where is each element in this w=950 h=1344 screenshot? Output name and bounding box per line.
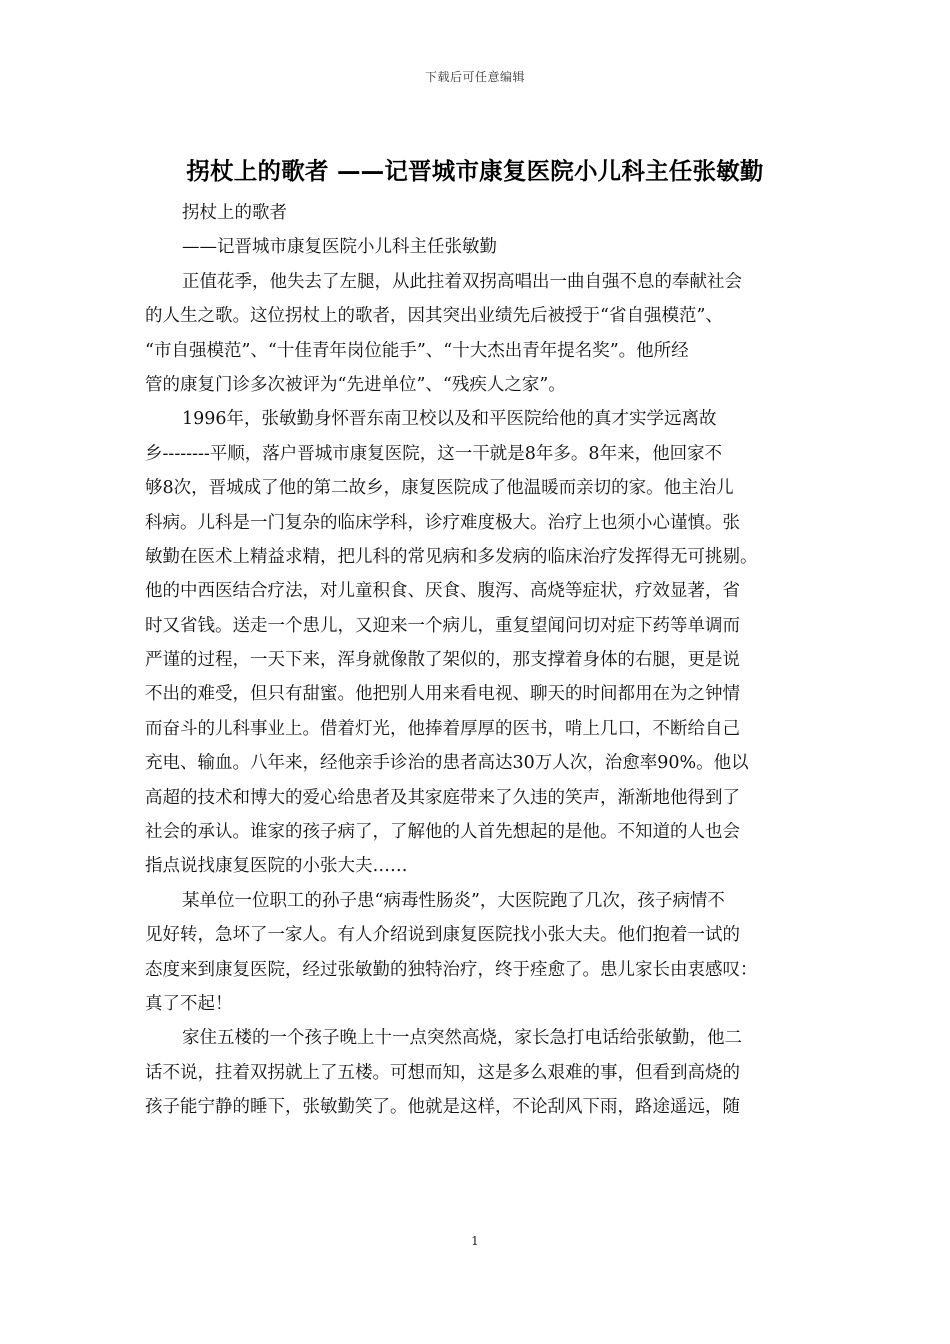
paragraph-line: 科病。儿科是一门复杂的临床学科，诊疗难度极大。治疗上也须小心谨慎。张 [145, 512, 740, 533]
paragraph-line: 敏勤在医术上精益求精，把儿科的常见病和多发病的临床治疗发挥得无可挑剔。 [145, 546, 758, 567]
paragraph-line: 话不说，拄着双拐就上了五楼。可想而知，这是多么艰难的事，但看到高烧的 [145, 1062, 740, 1083]
subtitle-line: ——记晋城市康复医院小儿科主任张敏勤 [182, 237, 497, 258]
paragraph-line: “市自强模范”、“十佳青年岗位能手”、“十大杰出青年提名奖”。他所经 [145, 340, 689, 361]
paragraph-line: 某单位一位职工的孙子患“病毒性肠炎”，大医院跑了几次，孩子病情不 [182, 890, 725, 911]
paragraph-line: 态度来到康复医院，经过张敏勤的独特治疗，终于痊愈了。患儿家长由衷感叹： [145, 959, 758, 980]
document-title: 拐杖上的歌者 ——记晋城市康复医院小儿科主任张敏勤 [186, 157, 764, 185]
paragraph-line: 真了不起！ [145, 993, 233, 1014]
paragraph-line: 时又省钱。送走一个患儿，又迎来一个病儿，重复望闻问切对症下药等单调而 [145, 615, 740, 636]
header-note: 下载后可任意编辑 [424, 70, 525, 84]
page-number: 1 [471, 1234, 479, 1248]
paragraph-line: 充电、输血。八年来，经他亲手诊治的患者高达30万人次，治愈率90%。他以 [145, 753, 749, 774]
paragraph-line: 严谨的过程，一天下来，浑身就像散了架似的，那支撑着身体的右腿，更是说 [145, 650, 740, 671]
paragraph-line: 1996年，张敏勤身怀晋东南卫校以及和平医院给他的真才实学远离故 [182, 409, 717, 430]
paragraph-line: 正值花季，他失去了左腿，从此拄着双拐高唱出一曲自强不息的奉献社会 [182, 271, 742, 292]
paragraph-line: 孩子能宁静的睡下，张敏勤笑了。他就是这样，不论刮风下雨，路途遥远，随 [145, 1097, 740, 1118]
paragraph-line: 管的康复门诊多次被评为“先进单位”、“残疾人之家”。 [145, 374, 566, 395]
paragraph-line: 而奋斗的儿科事业上。借着灯光，他捧着厚厚的医书，啃上几口，不断给自己 [145, 718, 740, 739]
paragraph-line: 家住五楼的一个孩子晚上十一点突然高烧，家长急打电话给张敏勤，他二 [182, 1028, 742, 1049]
paragraph-line: 乡--------平顺，落户晋城市康复医院，这一干就是8年多。8年来，他回家不 [145, 443, 723, 464]
paragraph-line: 社会的承认。谁家的孩子病了，了解他的人首先想起的是他。不知道的人也会 [145, 822, 740, 843]
subtitle-line: 拐杖上的歌者 [182, 203, 287, 223]
paragraph-line: 指点说找康复医院的小张大夫…… [145, 856, 408, 877]
paragraph-line: 够8次，晋城成了他的第二故乡，康复医院成了他温暖而亲切的家。他主治儿 [145, 478, 734, 499]
body-text [145, 196, 817, 1125]
paragraph-line: 的人生之歌。这位拐杖上的歌者，因其突出业绩先后被授于“省自强模范”、 [145, 306, 723, 327]
paragraph-line: 不出的难受，但只有甜蜜。他把别人用来看电视、聊天的时间都用在为之钟情 [145, 684, 740, 705]
paragraph-line: 高超的技术和博大的爱心给患者及其家庭带来了久违的笑声，渐渐地他得到了 [145, 787, 740, 808]
paragraph-line: 见好转，急坏了一家人。有人介绍说到康复医院找小张大夫。他们抱着一试的 [145, 925, 740, 946]
paragraph-line: 他的中西医结合疗法，对儿童积食、厌食、腹泻、高烧等症状，疗效显著，省 [145, 581, 740, 602]
